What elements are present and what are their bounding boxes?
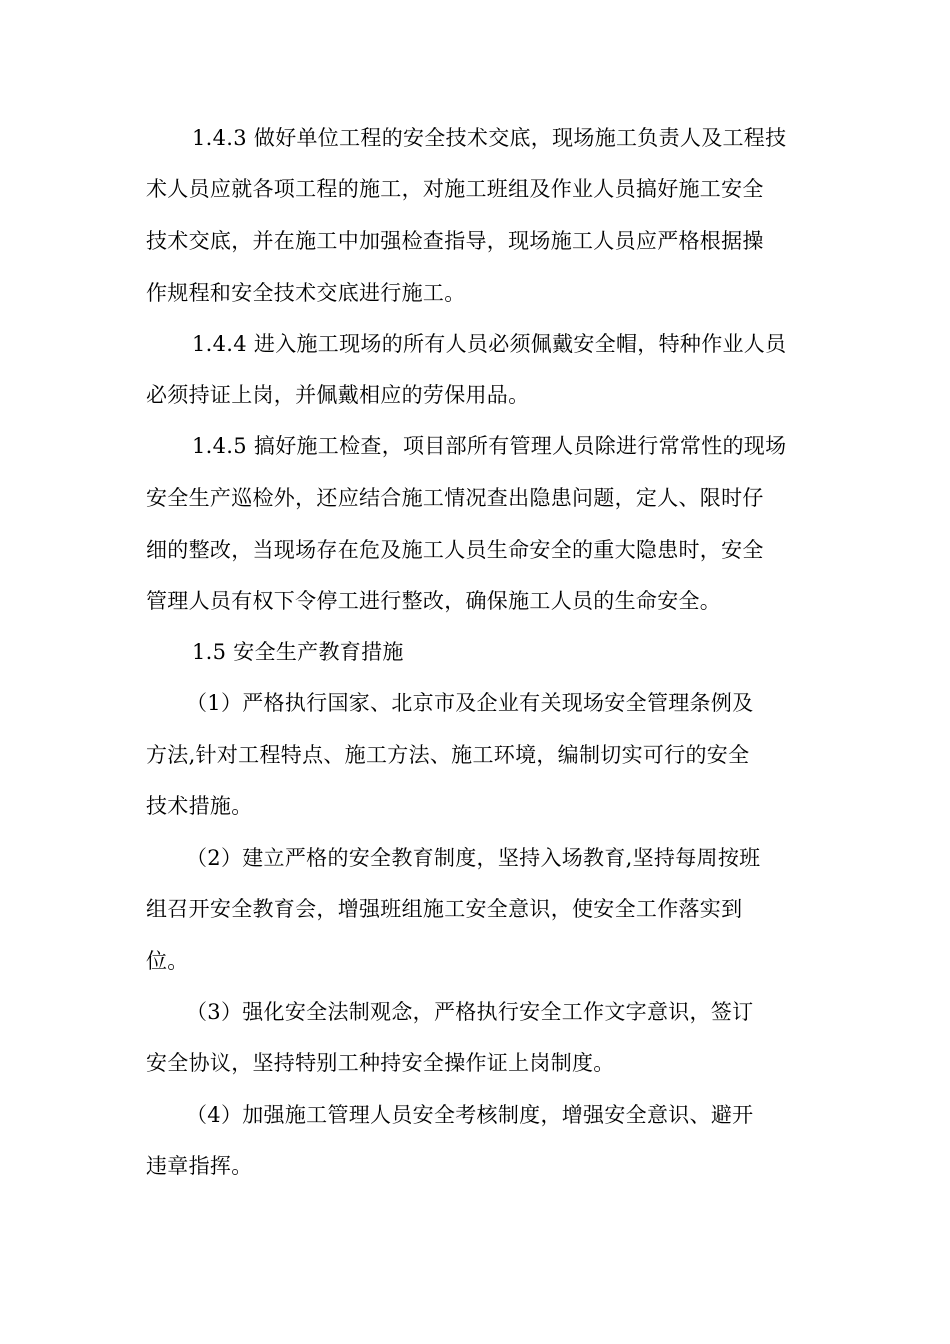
list-item-1-line-1: （1）严格执行国家、北京市及企业有关现场安全管理条例及: [186, 691, 754, 715]
paragraph-1-4-4-line-1: 1.4.4 进入施工现场的所有人员必须佩戴安全帽，特种作业人员: [192, 332, 787, 356]
list-item-3-line-2: 安全协议，坚持特别工种持安全操作证上岗制度。: [146, 1051, 615, 1075]
paragraph-1-4-3-line-1: 1.4.3 做好单位工程的安全技术交底，现场施工负责人及工程技: [192, 126, 787, 150]
list-item-2-line-3: 位。: [146, 949, 189, 973]
section-heading-1-5: 1.5 安全生产教育措施: [192, 640, 404, 664]
paragraph-1-4-5-line-4: 管理人员有权下令停工进行整改，确保施工人员的生命安全。: [146, 589, 722, 613]
paragraph-1-4-3-line-4: 作规程和安全技术交底进行施工。: [146, 281, 466, 305]
list-item-2-line-2: 组召开安全教育会，增强班组施工安全意识，使安全工作落实到: [146, 897, 743, 921]
paragraph-1-4-5-line-2: 安全生产巡检外，还应结合施工情况查出隐患问题，定人、限时仔: [146, 486, 764, 510]
paragraph-1-4-4-line-2: 必须持证上岗，并佩戴相应的劳保用品。: [146, 383, 530, 407]
list-item-4-line-2: 违章指挥。: [146, 1154, 253, 1178]
list-item-2-line-1: （2）建立严格的安全教育制度，坚持入场教育,坚持每周按班: [186, 846, 761, 870]
paragraph-1-4-3-line-3: 技术交底，并在施工中加强检查指导，现场施工人员应严格根据操: [146, 229, 764, 253]
list-item-3-line-1: （3）强化安全法制观念，严格执行安全工作文字意识，签订: [186, 1000, 754, 1024]
paragraph-1-4-5-line-1: 1.4.5 搞好施工检查，项目部所有管理人员除进行常常性的现场: [192, 434, 787, 458]
list-item-1-line-2: 方法,针对工程特点、施工方法、施工环境，编制切实可行的安全: [146, 743, 750, 767]
paragraph-1-4-3-line-2: 术人员应就各项工程的施工，对施工班组及作业人员搞好施工安全: [146, 177, 764, 201]
list-item-1-line-3: 技术措施。: [146, 794, 253, 818]
paragraph-1-4-5-line-3: 细的整改，当现场存在危及施工人员生命安全的重大隐患时，安全: [146, 538, 764, 562]
list-item-4-line-1: （4）加强施工管理人员安全考核制度，增强安全意识、避开: [186, 1103, 754, 1127]
